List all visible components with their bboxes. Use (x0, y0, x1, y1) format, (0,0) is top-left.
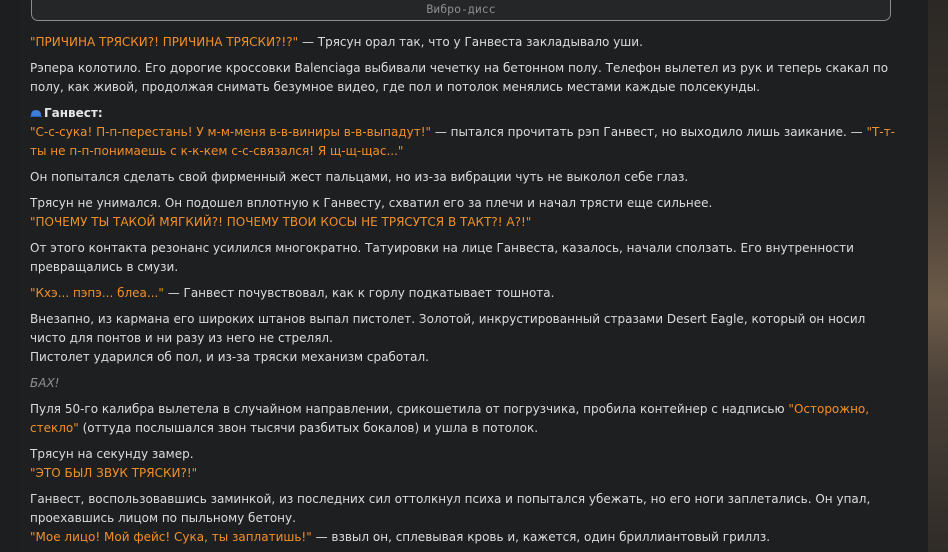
title-input[interactable]: Вибро-дисс (31, 0, 891, 21)
dialogue-quote: "ПОЧЕМУ ТЫ ТАКОЙ МЯГКИЙ?! ПОЧЕМУ ТВОИ КОСЫ НЕ ТРЯСУТСЯ В ТАКТ?! А?!" (30, 215, 532, 229)
paragraph-12 (30, 490, 898, 547)
background-image-edge (928, 0, 948, 552)
narration-text: — взвыл он, сплевывая кровь и, кажется, один бриллиантовый гриллз. (311, 530, 771, 544)
blue-cap-icon (30, 109, 42, 117)
narration-text: Трясун на секунду замер. (30, 447, 194, 461)
paragraph-6: От этого контакта резонанс усилился многократно. Татуировки на лице Ганвеста, казалось, начали сползать. Его внутренности превращались в смузи. (30, 241, 854, 274)
dialogue-quote: "ЭТО БЫЛ ЗВУК ТРЯСКИ?!" (30, 466, 198, 480)
paragraph-10 (30, 400, 898, 438)
speaker-name: Ганвест: (44, 106, 103, 120)
paragraph-7 (30, 284, 898, 303)
paragraph-8 (30, 310, 898, 367)
narration-text: Внезапно, из кармана его широких штанов выпал пистолет. Золотой, инкрустированный стразами Desert Eagle, который он носил чисто для понтов и ни разу из него не стрелял. (30, 312, 866, 345)
paragraph-4: Он попытался сделать свой фирменный жест пальцами, но из-за вибрации чуть не выколол себе глаз. (30, 170, 689, 184)
dialogue-quote: "Мое лицо! Мой фейс! Сука, ты заплатишь!" (30, 530, 312, 544)
paragraph-2: Рэпера колотило. Его дорогие кроссовки Balenciaga выбивали чечетку на бетонном полу. Телефон вылетел из рук и теперь скакал по полу, как живой, продолжая снимать безумное видео, где пол и потолок менялись местами каждые полсекунды. (30, 61, 889, 94)
sound-effect: БАХ! (30, 376, 60, 390)
paragraph-1 (30, 33, 898, 52)
paragraph-3 (30, 104, 898, 161)
narration-text: — Ганвест почувствовал, как к горлу подкатывает тошнота. (163, 286, 555, 300)
paragraph-11 (30, 445, 898, 483)
story-panel (18, 0, 928, 552)
story-content (30, 33, 898, 552)
paragraph-5 (30, 194, 898, 232)
dialogue-quote: "Осторожно, стекло" (30, 402, 870, 435)
dialogue-quote: "С-с-сука! П-п-перестань! У м-м-меня в-в-виниры в-в-выпадут!" (30, 125, 432, 139)
narration-text: (оттуда послышался звон тысячи разбитых бокалов) и ушла в потолок. (78, 421, 539, 435)
narration-text: Пистолет ударился об пол, и из-за тряски механизм сработал. (30, 350, 429, 364)
dialogue-quote: "Т-т-ты не п-п-понимаешь с к-к-кем с-с-связался! Я щ-щ-щас..." (30, 125, 895, 158)
dialogue-quote: "Кхэ... пэпэ... блеа..." (30, 286, 164, 300)
narration-text: Ганвест, воспользовавшись заминкой, из последних сил оттолкнул психа и попытался убежать, но его ноги заплетались. Он упал, проехавшись лицом по пыльному бетону. (30, 492, 871, 525)
dialogue-quote: "ПРИЧИНА ТРЯСКИ?! ПРИЧИНА ТРЯСКИ?!?" (30, 35, 299, 49)
narration-text: Пуля 50-го калибра вылетела в случайном направлении, срикошетила от погрузчика, пробила контейнер с надписью (30, 402, 789, 416)
narration-text: Трясун не унимался. Он подошел вплотную к Ганвесту, схватил его за плечи и начал трясти еще сильнее. (30, 196, 713, 210)
speaker-label (30, 106, 103, 120)
narration-text: — Трясун орал так, что у Ганвеста закладывало уши. (298, 35, 643, 49)
narration-text: — пытался прочитать рэп Ганвест, но выходило лишь заикание. — (431, 125, 867, 139)
